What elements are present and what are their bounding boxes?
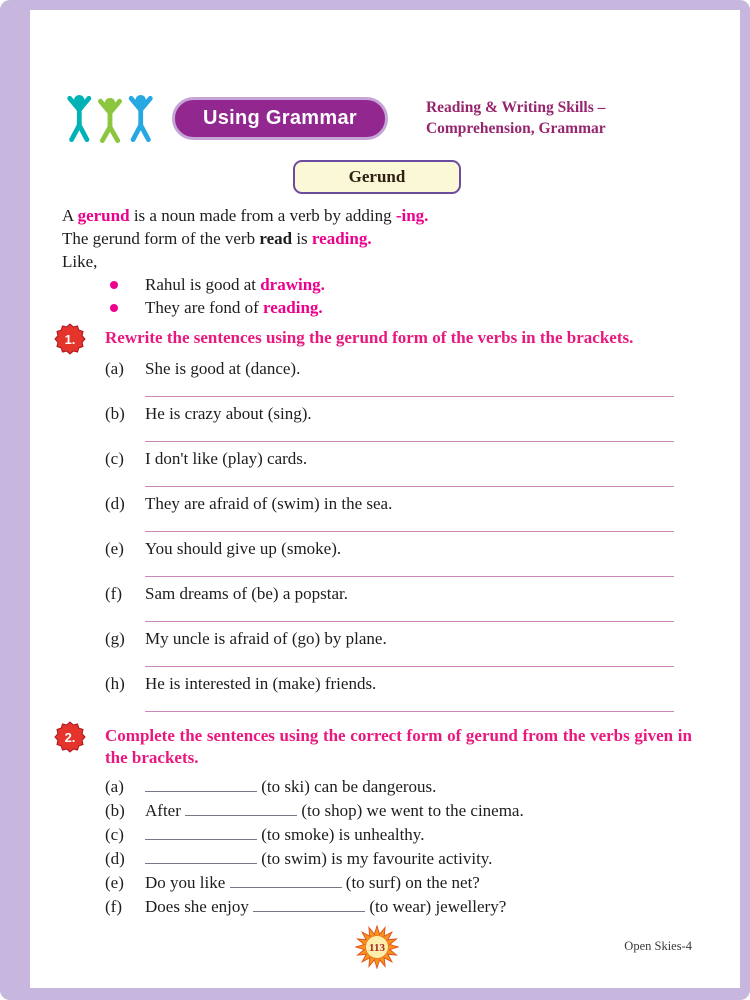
answer-blank xyxy=(145,849,257,864)
section-badge: Using Grammar xyxy=(172,97,388,140)
item-label: (f) xyxy=(105,897,122,916)
answer-line xyxy=(145,471,674,487)
item-text: (to swim) is my favourite activity. xyxy=(145,847,492,871)
item-text: You should give up (smoke). xyxy=(145,539,342,558)
exercise2-item xyxy=(62,823,692,847)
item-text: Sam dreams of (be) a popstar. xyxy=(145,584,348,603)
exercise2-list xyxy=(62,775,692,919)
exercise-number: 1. xyxy=(64,332,76,347)
answer-line xyxy=(145,426,674,442)
book-edition: Open Skies-4 xyxy=(624,939,692,953)
exercise1-item xyxy=(62,357,692,402)
page-number-star-icon xyxy=(355,925,399,969)
item-text: (to smoke) is unhealthy. xyxy=(145,823,424,847)
item-text: After (to shop) we went to the cinema. xyxy=(145,801,524,820)
exercise1-header xyxy=(62,327,692,349)
exercise1-item xyxy=(62,447,692,492)
topic-title-box: Gerund xyxy=(293,160,461,194)
exercise-number-seal-icon xyxy=(54,721,86,753)
bullet-icon xyxy=(110,304,118,312)
item-text: Does she enjoy (to wear) jewellery? xyxy=(145,897,507,916)
item-label: (c) xyxy=(105,449,124,468)
answer-blank xyxy=(253,897,365,912)
item-label: (e) xyxy=(105,873,124,892)
item-text: Do you like (to surf) on the net? xyxy=(145,873,480,892)
item-label: (b) xyxy=(105,404,125,423)
answer-line xyxy=(145,381,674,397)
item-text: They are afraid of (swim) in the sea. xyxy=(145,494,393,513)
answer-blank xyxy=(145,825,257,840)
item-label: (a) xyxy=(105,359,124,378)
exercise2-header xyxy=(62,725,692,769)
answer-line xyxy=(145,561,674,577)
page-header xyxy=(62,90,692,146)
answer-blank xyxy=(145,777,257,792)
exercise-number: 2. xyxy=(64,730,76,745)
intro-line-2: The gerund form of the verb read is reading. xyxy=(62,229,372,248)
item-text: (to ski) can be dangerous. xyxy=(145,775,436,799)
exercise-number-seal-icon xyxy=(54,323,86,355)
exercise1-instruction: Rewrite the sentences using the gerund form of the verbs in the brackets. xyxy=(105,328,634,347)
children-figures-logo-icon xyxy=(62,91,158,145)
exercise1-item xyxy=(62,402,692,447)
item-text: My uncle is afraid of (go) by plane. xyxy=(145,629,387,648)
skills-line-1: Reading & Writing Skills – xyxy=(425,99,606,116)
item-text: He is interested in (make) friends. xyxy=(145,674,377,693)
exercise1-item xyxy=(62,492,692,537)
exercise2-item xyxy=(62,799,692,823)
skills-caption xyxy=(426,97,606,139)
item-label: (a) xyxy=(105,777,124,796)
exercise2-item xyxy=(62,775,692,799)
answer-line xyxy=(145,606,674,622)
answer-line xyxy=(145,516,674,532)
item-label: (f) xyxy=(105,584,122,603)
item-label: (d) xyxy=(105,494,125,513)
exercise2-instruction: Complete the sentences using the correct form of gerund from the verbs given in the brackets. xyxy=(105,726,692,767)
exercise1-list xyxy=(62,357,692,717)
skills-line-2: Comprehension, Grammar xyxy=(425,120,606,137)
intro-text xyxy=(62,204,692,273)
example-bullet: Rahul is good at drawing. xyxy=(62,273,692,296)
exercise2-item xyxy=(62,895,692,919)
answer-blank xyxy=(185,801,297,816)
exercise1-item xyxy=(62,582,692,627)
item-label: (g) xyxy=(105,629,125,648)
answer-line xyxy=(145,651,674,667)
exercise1-item xyxy=(62,672,692,717)
page-footer xyxy=(62,925,692,971)
like-label: Like, xyxy=(62,252,98,271)
item-text: He is crazy about (sing). xyxy=(145,404,312,423)
exercise2-item xyxy=(62,847,692,871)
page-number: 113 xyxy=(369,942,385,954)
item-text: I don't like (play) cards. xyxy=(145,449,308,468)
item-label: (b) xyxy=(105,801,125,820)
item-text: She is good at (dance). xyxy=(145,359,301,378)
item-label: (c) xyxy=(105,825,124,844)
item-label: (d) xyxy=(105,849,125,868)
exercise1-item xyxy=(62,537,692,582)
exercise2-item xyxy=(62,871,692,895)
bullet-icon xyxy=(110,281,118,289)
intro-line-1: A gerund is a noun made from a verb by adding -ing. xyxy=(62,206,429,225)
exercise1-item xyxy=(62,627,692,672)
example-bullet: They are fond of reading. xyxy=(62,296,692,319)
item-label: (h) xyxy=(105,674,125,693)
answer-blank xyxy=(230,873,342,888)
item-label: (e) xyxy=(105,539,124,558)
answer-line xyxy=(145,696,674,712)
